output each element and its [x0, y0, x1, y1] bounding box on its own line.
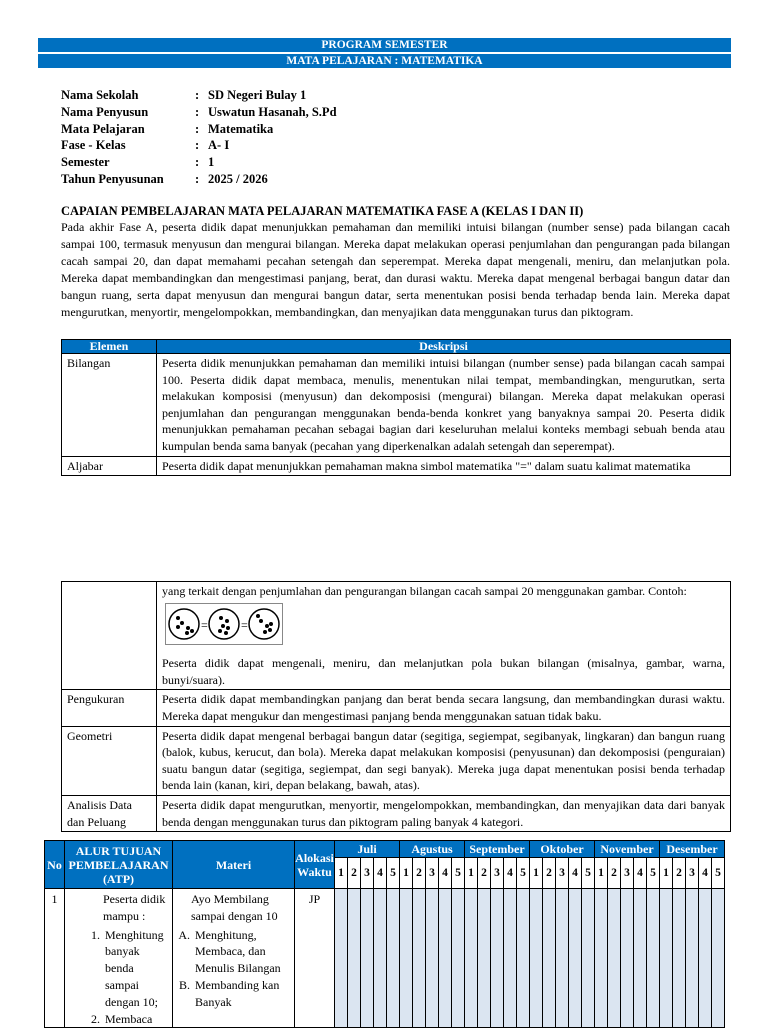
header-materi: Materi: [173, 841, 295, 889]
elements-table-continued: [61, 581, 731, 832]
month-september: September: [465, 841, 530, 858]
week-number: 2: [478, 858, 491, 889]
week-number: 2: [673, 858, 686, 889]
month-november: November: [595, 841, 660, 858]
elements-table: [61, 339, 731, 476]
table-row: [62, 726, 731, 795]
atp-item: 1. Menghitung banyak benda sampai dengan 10;: [103, 927, 168, 1011]
week-number: 5: [517, 858, 530, 889]
week-number: 1: [530, 858, 543, 889]
materi-intro: Ayo Membilang sampai dengan 10: [191, 892, 278, 923]
schedule-cell: [387, 889, 400, 1028]
alokasi-cell: JP: [295, 889, 335, 1028]
atp-schedule-table: [44, 840, 725, 1028]
month-august: Agustus: [400, 841, 465, 858]
atp-intro: Peserta didik mampu :: [103, 892, 166, 923]
elemen-cell: Analisis Data dan Peluang: [62, 795, 157, 831]
table-row: [62, 690, 731, 726]
schedule-cell: [608, 889, 621, 1028]
materi-item: B. Membanding kan Banyak: [193, 977, 290, 1011]
svg-text:=: =: [201, 617, 208, 632]
school-info: [61, 87, 337, 188]
info-row-subject: Mata Pelajaran : Matematika: [61, 121, 274, 136]
elemen-cell-empty: [62, 582, 157, 690]
week-number: 1: [400, 858, 413, 889]
elemen-cell: Geometri: [62, 726, 157, 795]
info-row-author: Nama Penyusun : Uswatun Hasanah, S.Pd: [61, 104, 337, 119]
schedule-cell: [426, 889, 439, 1028]
materi-item: A. Menghitung, Membaca, dan Menulis Bilangan: [193, 927, 290, 977]
schedule-cell: [452, 889, 465, 1028]
week-number: 5: [387, 858, 400, 889]
svg-text:=: =: [241, 617, 248, 632]
schedule-cell: [556, 889, 569, 1028]
table-row: [62, 582, 731, 690]
info-row-year: Tahun Penyusunan : 2025 / 2026: [61, 171, 268, 186]
deskripsi-cell: Peserta didik dapat mengurutkan, menyortir, mengelompokkan, membandingkan, dan menyajikan data dari banyak benda dengan menggunakan turus dan piktogram paling banyak 4 kategori.: [157, 795, 731, 831]
week-number: 2: [413, 858, 426, 889]
schedule-cell: [465, 889, 478, 1028]
atp-cell: [65, 889, 173, 1028]
table-row: [62, 456, 731, 476]
table-row: [62, 795, 731, 831]
row-no: 1: [45, 889, 65, 1028]
week-number: 4: [374, 858, 387, 889]
schedule-cell: [660, 889, 673, 1028]
week-number: 1: [465, 858, 478, 889]
number-sentence-diagram: [165, 603, 283, 645]
week-number: 4: [439, 858, 452, 889]
week-number: 1: [595, 858, 608, 889]
week-number: 5: [647, 858, 660, 889]
atp-item: 2. Membaca: [103, 1011, 168, 1028]
table-row: [62, 354, 731, 457]
week-number: 4: [504, 858, 517, 889]
deskripsi-cell: [157, 582, 731, 690]
schedule-cell: [530, 889, 543, 1028]
schedule-cell: [686, 889, 699, 1028]
week-number: 2: [543, 858, 556, 889]
week-number: 1: [660, 858, 673, 889]
header-deskripsi: Deskripsi: [157, 340, 731, 354]
week-number: 5: [582, 858, 595, 889]
schedule-cell: [348, 889, 361, 1028]
schedule-cell: [335, 889, 348, 1028]
week-number: 3: [426, 858, 439, 889]
week-number: 3: [491, 858, 504, 889]
schedule-cell: [673, 889, 686, 1028]
schedule-cell: [595, 889, 608, 1028]
schedule-cell: [582, 889, 595, 1028]
schedule-cell: [647, 889, 660, 1028]
aljabar-pola: Peserta didik dapat mengenali, meniru, dan melanjutkan pola bukan bilangan (misalnya, gambar, warna, bunyi/suara).: [162, 656, 725, 687]
week-number: 3: [361, 858, 374, 889]
month-december: Desember: [660, 841, 725, 858]
elemen-cell: Aljabar: [62, 456, 157, 476]
week-number: 4: [569, 858, 582, 889]
elemen-cell: Bilangan: [62, 354, 157, 457]
info-row-phase: Fase - Kelas : A- I: [61, 138, 230, 153]
schedule-cell: [712, 889, 725, 1028]
week-number: 5: [452, 858, 465, 889]
schedule-cell: [361, 889, 374, 1028]
schedule-cell: [439, 889, 452, 1028]
header-atp: ALUR TUJUAN PEMBELAJARAN (ATP): [65, 841, 173, 889]
schedule-cell: [413, 889, 426, 1028]
elemen-cell: Pengukuran: [62, 690, 157, 726]
deskripsi-cell: Peserta didik menunjukkan pemahaman dan memiliki intuisi bilangan (number sense) pada bilangan cacah sampai 100. Peserta didik dapat membaca, menulis, menentukan nilai tempat, membandingkan, mengurutkan, serta melakukan komposisi (menyusun) dan dekomposisi (mengurai) bilangan. Mereka dapat melakukan operasi penjumlahan dan pengurangan menggunakan benda-benda konkret yang banyaknya sampai 20. Peserta didik menunjukkan pemahaman pecahan sebagai bagian dari keseluruhan melalui konteks membagi sebuah benda atau kumpulan benda sama banyak (pecahan yang diperkenalkan adalah setengah dan seperempat).: [157, 354, 731, 457]
week-number: 4: [634, 858, 647, 889]
program-title-band: PROGRAM SEMESTER: [38, 38, 731, 52]
header-alokasi: Alokasi Waktu: [295, 841, 335, 889]
week-number: 3: [556, 858, 569, 889]
schedule-cell: [699, 889, 712, 1028]
schedule-cell: [569, 889, 582, 1028]
month-october: Oktober: [530, 841, 595, 858]
aljabar-continuation: yang terkait dengan penjumlahan dan pengurangan bilangan cacah sampai 20 menggunakan gambar. Contoh:: [162, 584, 687, 598]
schedule-cell: [400, 889, 413, 1028]
week-number: 1: [335, 858, 348, 889]
header-no: No: [45, 841, 65, 889]
schedule-cell: [634, 889, 647, 1028]
schedule-cell: [478, 889, 491, 1028]
header-elemen: Elemen: [62, 340, 157, 354]
info-row-school: Nama Sekolah : SD Negeri Bulay 1: [61, 88, 307, 102]
week-number: 2: [348, 858, 361, 889]
schedule-cell: [374, 889, 387, 1028]
materi-cell: [173, 889, 295, 1028]
schedule-cell: [491, 889, 504, 1028]
cp-heading: CAPAIAN PEMBELAJARAN MATA PELAJARAN MATEMATIKA FASE A (KELAS I DAN II): [61, 204, 584, 218]
cp-paragraph: Pada akhir Fase A, peserta didik dapat menunjukkan pemahaman dan memiliki intuisi bilangan (number sense) pada bilangan cacah sampai 100, termasuk menyusun dan mengurai bilangan. Mereka dapat melakukan operasi penjumlahan dan pengurangan pada bilangan cacah sampai 20, dan dapat memahami pecahan setengah dan seperempat. Mereka dapat mengenali, meniru, dan melanjutkan pola. Mereka dapat membandingkan dan mengestimasi panjang, berat, dan durasi waktu. Mereka dapat mengenal berbagai bangun datar dan bangun ruang, serta dapat menyusun dan mengurai bangun datar, serta menentukan posisi benda terhadap benda lain. Mereka dapat mengurutkan, menyortir, mengelompokkan, membandingkan, dan menyajikan data menggunakan turus dan piktogram.: [61, 220, 730, 319]
deskripsi-cell: Peserta didik dapat membandingkan panjang dan berat benda secara langsung, dan membandingkan durasi waktu. Mereka dapat mengukur dan mengestimasi panjang benda menggunakan satuan tidak baku.: [157, 690, 731, 726]
schedule-cell: [517, 889, 530, 1028]
month-july: Juli: [335, 841, 400, 858]
info-row-semester: Semester : 1: [61, 155, 215, 170]
week-number: 4: [699, 858, 712, 889]
table-row: [45, 889, 725, 1028]
week-number: 5: [712, 858, 725, 889]
week-number: 3: [621, 858, 634, 889]
schedule-cell: [621, 889, 634, 1028]
week-number: 3: [686, 858, 699, 889]
week-number: 2: [608, 858, 621, 889]
deskripsi-cell: Peserta didik dapat mengenal berbagai bangun datar (segitiga, segiempat, segibanyak, lingkaran) dan bangun ruang (balok, kubus, kerucut, dan bola). Mereka dapat melakukan komposisi (penyusunan) dan dekomposisi (penguraian) suatu bangun datar (segitiga, segiempat, dan segi banyak). Mereka juga dapat menentukan posisi benda terhadap benda lain (kanan, kiri, depan belakang, bawah, atas).: [157, 726, 731, 795]
schedule-cell: [543, 889, 556, 1028]
schedule-cell: [504, 889, 517, 1028]
deskripsi-cell: Peserta didik dapat menunjukkan pemahaman makna simbol matematika "=" dalam suatu kalimat matematika: [157, 456, 731, 476]
subject-title-band: MATA PELAJARAN : MATEMATIKA: [38, 54, 731, 68]
